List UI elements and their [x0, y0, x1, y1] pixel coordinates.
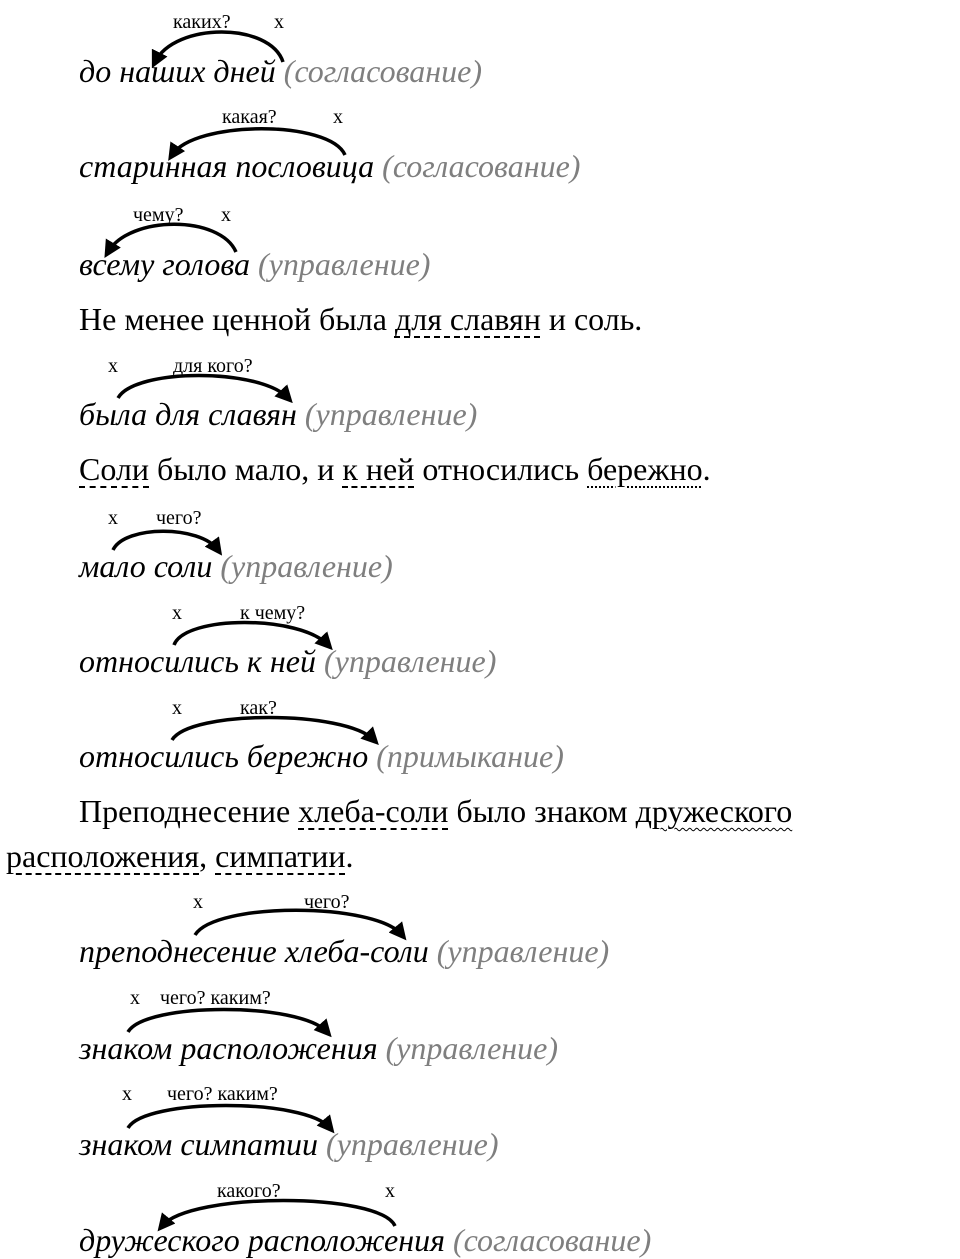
- sentence-part: и соль.: [540, 301, 643, 337]
- phrase-line: [79, 150, 580, 182]
- relation-type: (примыкание): [376, 738, 564, 774]
- phrase-line: [79, 1128, 498, 1160]
- head-marker: x: [333, 106, 343, 128]
- relation-type: (управление): [257, 246, 431, 282]
- phrase-line: [79, 55, 482, 87]
- object-underline: для славян: [394, 301, 541, 337]
- sentence-part: ,: [199, 838, 216, 874]
- relation-type: (управление): [304, 396, 478, 432]
- relation-type: (управление): [385, 1030, 558, 1066]
- head-marker: x: [108, 507, 118, 529]
- adverbial-underline: бережно: [587, 451, 703, 487]
- sentence-line: [79, 795, 792, 827]
- object-underline: расположения: [6, 838, 200, 874]
- phrase-text: всему голова: [79, 246, 250, 282]
- sentence-part: относились: [414, 451, 588, 487]
- phrase-line: [79, 935, 609, 967]
- phrase-text: относились к ней: [79, 643, 316, 679]
- sentence-line: [6, 840, 353, 872]
- question-label: чего?: [304, 891, 350, 913]
- head-marker: x: [274, 11, 284, 33]
- phrase-line: [79, 248, 430, 280]
- phrase-text: мало соли: [79, 548, 213, 584]
- object-underline: к ней: [342, 451, 415, 487]
- phrase-text: преподнесение хлеба-соли: [79, 933, 429, 969]
- question-label: чего? каким?: [160, 987, 271, 1009]
- phrase-text: старинная пословица: [79, 148, 375, 184]
- head-marker: x: [172, 697, 182, 719]
- relation-type: (согласование): [283, 53, 482, 89]
- sentence-part: было мало, и: [149, 451, 343, 487]
- phrase-text: знаком расположения: [79, 1030, 378, 1066]
- head-marker: x: [193, 891, 203, 913]
- relation-type: (согласование): [382, 148, 581, 184]
- head-marker: x: [172, 602, 182, 624]
- attribute-underline: дружеского: [635, 793, 793, 829]
- relation-type: (согласование): [452, 1222, 652, 1258]
- question-label: для кого?: [173, 355, 253, 377]
- question-label: каких?: [173, 11, 231, 33]
- arc-4: [118, 376, 288, 399]
- sentence-part: Преподнесение: [79, 793, 299, 829]
- arc-6: [174, 623, 328, 646]
- phrase-text: была для славян: [79, 396, 297, 432]
- phrase-text: дружеского расположения: [79, 1222, 445, 1258]
- sentence-part: .: [702, 451, 711, 487]
- arc-10: [128, 1106, 330, 1129]
- question-label: чему?: [133, 204, 184, 226]
- phrase-line: [79, 740, 564, 772]
- phrase-text: до наших дней: [79, 53, 276, 89]
- question-label: чего?: [156, 507, 202, 529]
- arc-9: [128, 1010, 327, 1033]
- arc-7: [172, 718, 374, 741]
- question-label: чего? каким?: [167, 1083, 278, 1105]
- sentence-part: было знаком: [448, 793, 636, 829]
- question-label: как?: [240, 697, 277, 719]
- question-label: какого?: [217, 1180, 281, 1202]
- relation-type: (управление): [323, 643, 497, 679]
- head-marker: x: [385, 1180, 395, 1202]
- sentence-line: [79, 453, 711, 485]
- phrase-line: [79, 645, 496, 677]
- phrase-line: [79, 398, 477, 430]
- head-marker: x: [122, 1083, 132, 1105]
- sentence-part: Не менее ценной была: [79, 301, 395, 337]
- phrase-text: относились бережно: [79, 738, 369, 774]
- object-underline: Соли: [79, 451, 150, 487]
- arc-8: [195, 910, 402, 935]
- object-underline: симпатии: [215, 838, 346, 874]
- relation-type: (управление): [436, 933, 610, 969]
- relation-type: (управление): [220, 548, 393, 584]
- head-marker: x: [221, 204, 231, 226]
- phrase-line: [79, 1032, 558, 1064]
- question-label: какая?: [222, 106, 277, 128]
- phrase-text: знаком симпатии: [79, 1126, 319, 1162]
- sentence-part: .: [345, 838, 354, 874]
- phrase-line: [79, 1224, 651, 1256]
- head-marker: x: [130, 987, 140, 1009]
- object-underline: хлеба-соли: [298, 793, 449, 829]
- sentence-line: [79, 303, 642, 335]
- question-label: к чему?: [240, 602, 306, 624]
- head-marker: x: [108, 355, 118, 377]
- phrase-line: [79, 550, 393, 582]
- relation-type: (управление): [326, 1126, 499, 1162]
